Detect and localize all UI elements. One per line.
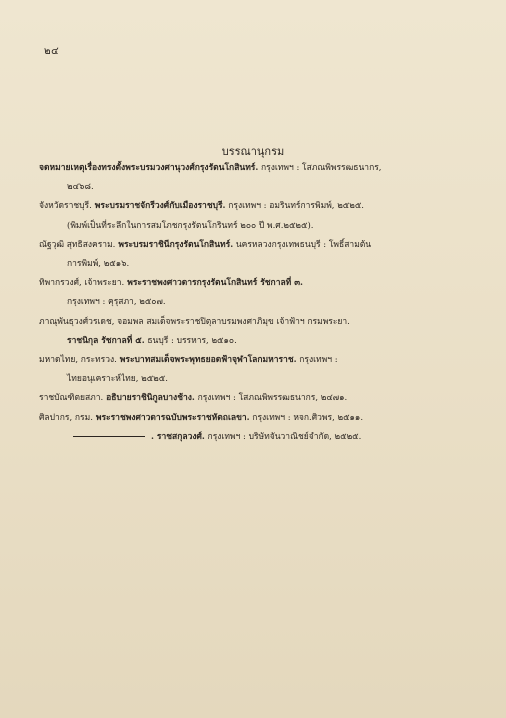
entry-continuation-line [39,293,484,312]
bibliography-entry [39,313,484,351]
entry-text: กรุงเทพฯ : โสภณพิพรรฒธนากร, ๒๔๗๑. [194,393,348,404]
entry-first-line [39,197,484,216]
entry-text: กรุงเทพฯ : บริษัทจันวาณิชย์จำกัด, ๒๕๒๕. [204,431,362,442]
entry-text: กรุงเทพฯ : อมรินทร์การพิมพ์, ๒๕๒๕. [225,201,364,212]
entry-title: จดหมายเหตุเรื่องทรงตั้งพระบรมวงศานุวงศ์กรุงรัตนโกสินทร์. [39,163,259,173]
entry-first-line [39,313,484,332]
entry-continuation-line [39,178,484,197]
entry-text: ธนบุรี : บรรหาร, ๒๕๑๐. [144,335,237,346]
entry-title: อธิบายราชินิกูลบางช้าง. [103,393,195,404]
entry-first-line [39,274,484,293]
bibliography-entry [39,428,484,447]
entry-text: ศิลปากร, กรม. [39,412,93,423]
entry-text: ภาณุพันธุวงศ์วรเดช, จอมพล สมเด็จพระราชปิตุลาบรมพงศาภิมุข เจ้าฟ้าฯ กรมพระยา. [39,316,350,327]
entry-title: ราชนิกุล รัชกาลที่ ๕. [67,335,145,346]
entry-text: นครหลวงกรุงเทพธนบุรี : โพธิ์สามต้น [233,239,372,250]
entry-text: กรุงเทพฯ : คุรุสภา, ๒๕๐๗. [67,297,166,308]
entry-first-line [39,389,484,408]
entry-first-line [39,236,484,255]
entry-text: กรุงเทพฯ : [296,355,338,366]
entry-text: กรุงเทพฯ : หจก.ศิวพร, ๒๕๑๑. [249,412,364,423]
entry-continuation-line [39,255,484,274]
entry-text: ณัฐวุฒิ สุทธิสงคราม. [39,239,116,250]
entry-title: พระบรมราชจักรีวงศ์กับเมืองราชบุรี. [91,201,226,212]
entry-title: . ราชสกุลวงศ์. [151,431,205,442]
entry-text: ทิพากรวงศ์, เจ้าพระยา. [39,278,125,289]
entry-first-line [39,428,484,447]
entry-title: พระราชพงศาวดารฉบับพระราชหัตถเลขา. [92,412,250,423]
entry-title: พระบาทสมเด็จพระพุทธยอดฟ้าจุฬาโลกมหาราช. [116,355,297,366]
entry-text: ไทยอนุเคราะห์ไทย, ๒๕๒๕. [67,374,168,385]
bibliography-entry [39,351,484,389]
entry-title: พระราชพงศาวดารกรุงรัตนโกสินทร์ รัชกาลที่ ๓. [124,278,304,289]
bibliography-list [39,159,484,447]
entry-title: พระบรมราชินีกรุงรัตนโกสินทร์. [115,239,234,250]
entry-continuation-line [39,370,484,389]
entry-text: ราชบัณฑิตยสภา. [39,393,104,404]
entry-text: กรุงเทพฯ : โสภณพิพรรฒธนากร, [258,163,382,173]
entry-first-line [39,409,484,428]
entry-text: ๒๔๖๘. [67,182,94,193]
entry-text: (พิมพ์เป็นที่ระลึกในการสมโภชกรุงรัตนโกรินทร์ ๒๐๐ ปี พ.ศ.๒๕๒๕). [67,220,314,231]
repeat-author-rule [73,436,145,437]
entry-continuation-line [39,217,484,236]
page-number: ๒๔ [44,46,60,57]
entry-continuation-line [39,332,484,351]
bibliography-entry [39,197,484,235]
entry-first-line [39,159,484,178]
bibliography-entry [39,274,484,312]
bibliography-entry [39,236,484,274]
bibliography-entry [39,409,484,428]
entry-text: มหาดไทย, กระทรวง. [39,355,117,366]
bibliography-heading: บรรณานุกรม [221,145,285,158]
entry-first-line [39,351,484,370]
bibliography-entry [39,159,484,197]
entry-text: การพิมพ์, ๒๕๑๖. [67,259,130,270]
bibliography-entry [39,389,484,408]
entry-text: จังหวัดราชบุรี. [39,201,92,212]
